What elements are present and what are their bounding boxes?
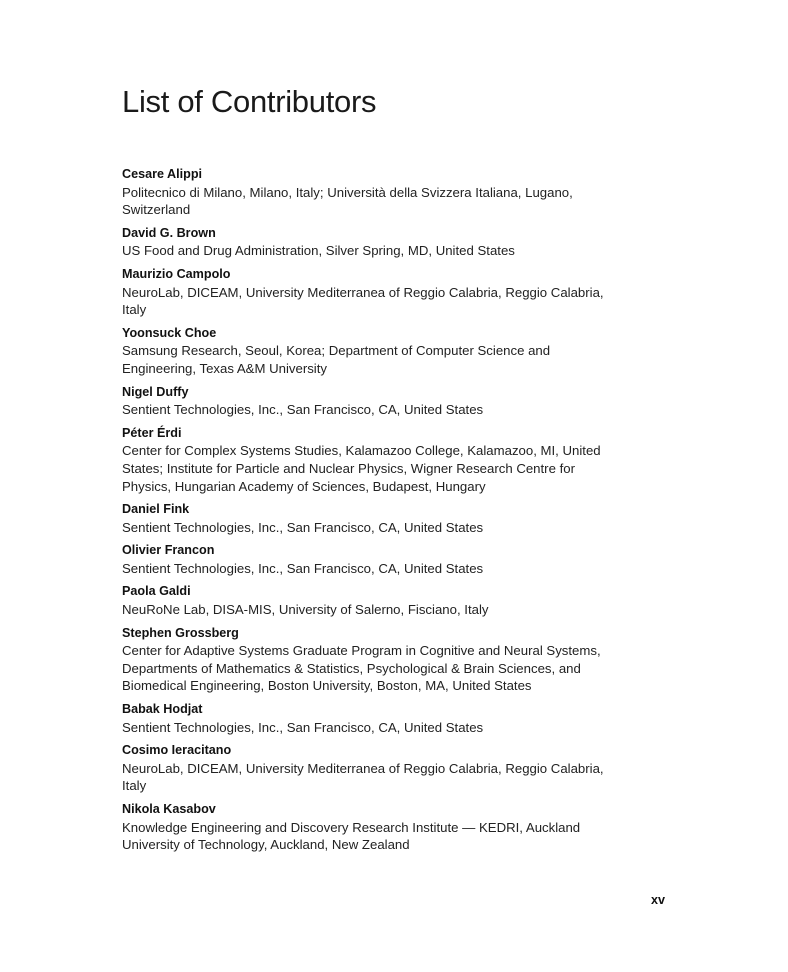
contributor-entry bbox=[122, 384, 622, 419]
contributor-affiliation: Samsung Research, Seoul, Korea; Department of Computer Science and Engineering, Texas A&M University bbox=[122, 343, 551, 376]
contributor-entry bbox=[122, 625, 622, 695]
contributor-name: Maurizio Campolo bbox=[122, 266, 231, 281]
contributor-entry bbox=[122, 225, 622, 260]
contributor-name: Cosimo Ieracitano bbox=[122, 743, 232, 758]
contributor-name: Nikola Kasabov bbox=[122, 802, 216, 816]
page-title: List of Contributors bbox=[122, 84, 377, 119]
contributor-name: Cesare Alippi bbox=[122, 167, 203, 181]
contributor-affiliation: NeuroLab, DICEAM, University Mediterranea of Reggio Calabria, Reggio Calabria, Italy bbox=[122, 760, 604, 794]
contributor-name: Olivier Francon bbox=[122, 543, 215, 558]
contributor-affiliation: NeuRoNe Lab, DISA-MIS, University of Salerno, Fisciano, Italy bbox=[122, 602, 489, 618]
contributor-name: Yoonsuck Choe bbox=[122, 325, 217, 340]
contributor-entry bbox=[122, 166, 622, 219]
contributor-list bbox=[122, 166, 622, 860]
contributor-name: Daniel Fink bbox=[122, 502, 190, 517]
contributor-name: Babak Hodjat bbox=[122, 702, 203, 717]
contributor-entry bbox=[122, 701, 622, 736]
contributor-affiliation: Center for Complex Systems Studies, Kalamazoo College, Kalamazoo, MI, United States; Institute for Particle and Nuclear Physics, Wigner Research Centre for Physics, Hungarian Academy of Sciences, Budapest, Hungary bbox=[122, 443, 601, 494]
contributor-affiliation: Knowledge Engineering and Discovery Research Institute — KEDRI, Auckland University of Technology, Auckland, New Zealand bbox=[122, 819, 581, 853]
contributor-name: Péter Érdi bbox=[122, 425, 182, 440]
contributor-entry bbox=[122, 325, 622, 378]
contributor-affiliation: Center for Adaptive Systems Graduate Program in Cognitive and Neural Systems, Departments of Mathematics & Statistics, Psychological & Brain Sciences, and Biomedical Engineering, Boston University, Boston, MA, United States bbox=[122, 643, 601, 694]
contributor-entry bbox=[122, 742, 622, 795]
page-number: xv bbox=[651, 893, 666, 907]
contributor-name: Stephen Grossberg bbox=[122, 625, 239, 640]
contributor-name: David G. Brown bbox=[122, 225, 216, 240]
contributor-entry bbox=[122, 801, 622, 854]
contributor-affiliation: Sentient Technologies, Inc., San Francisco, CA, United States bbox=[122, 519, 484, 535]
contributor-entry bbox=[122, 583, 622, 618]
contributor-affiliation: US Food and Drug Administration, Silver Spring, MD, United States bbox=[122, 243, 515, 259]
contributor-affiliation: Politecnico di Milano, Milano, Italy; Università della Svizzera Italiana, Lugano, Switzerland bbox=[122, 184, 573, 218]
contributor-entry bbox=[122, 266, 622, 319]
contributor-affiliation: Sentient Technologies, Inc., San Francisco, CA, United States bbox=[122, 402, 484, 418]
contributor-name: Paola Galdi bbox=[122, 584, 191, 599]
contributor-affiliation: NeuroLab, DICEAM, University Mediterranea of Reggio Calabria, Reggio Calabria, Italy bbox=[122, 284, 604, 318]
contributor-name: Nigel Duffy bbox=[122, 384, 189, 399]
contributor-affiliation: Sentient Technologies, Inc., San Francisco, CA, United States bbox=[122, 719, 484, 735]
contributor-entry bbox=[122, 542, 622, 577]
contributor-entry bbox=[122, 425, 622, 495]
contributor-entry bbox=[122, 501, 622, 536]
contributor-affiliation: Sentient Technologies, Inc., San Francisco, CA, United States bbox=[122, 560, 484, 576]
